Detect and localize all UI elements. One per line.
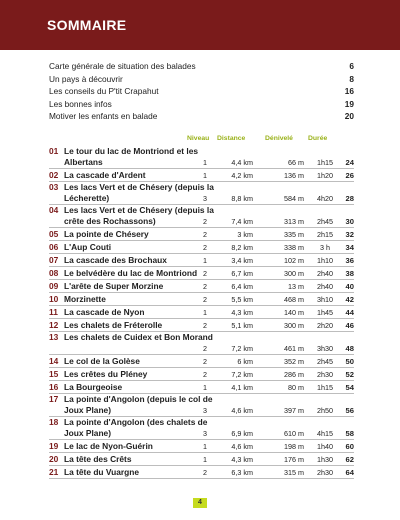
walk-number: 04: [49, 205, 59, 215]
walk-level: 2: [203, 243, 207, 252]
walk-duration: 2h50: [317, 406, 333, 415]
walk-elevation: 136 m: [284, 171, 304, 180]
table-row[interactable]: [49, 306, 354, 319]
walk-level: 2: [203, 321, 207, 330]
walk-elevation: 300 m: [284, 321, 304, 330]
walk-page: 56: [345, 406, 354, 415]
walk-page: 38: [345, 269, 354, 278]
walk-number: 18: [49, 417, 59, 427]
walk-number: 10: [49, 294, 59, 304]
table-row[interactable]: [49, 381, 354, 394]
table-row[interactable]: [49, 254, 354, 267]
walk-number: 06: [49, 242, 59, 252]
walk-name: Les chalets de Cuidex et Bon Morand: [64, 332, 213, 342]
walk-elevation: 397 m: [284, 406, 304, 415]
intro-item[interactable]: [49, 73, 354, 86]
walk-distance: 5,5 km: [231, 295, 253, 304]
walk-level: 2: [203, 344, 207, 353]
walk-page: 42: [345, 295, 354, 304]
walk-elevation: 352 m: [284, 357, 304, 366]
walk-page: 44: [345, 308, 354, 317]
walk-duration: 1h20: [317, 171, 333, 180]
table-row[interactable]: [49, 293, 354, 306]
header-band: [0, 0, 400, 50]
walk-page: 28: [345, 194, 354, 203]
walk-level: 1: [203, 455, 207, 464]
walk-elevation: 338 m: [284, 243, 304, 252]
intro-item-label: Motiver les enfants en balade: [49, 111, 158, 121]
walk-page: 46: [345, 321, 354, 330]
walk-duration: 1h15: [317, 383, 333, 392]
walk-number: 11: [49, 307, 58, 317]
walk-distance: 3 km: [237, 230, 253, 239]
walk-duration: 3h30: [317, 344, 333, 353]
walk-duration: 1h30: [317, 455, 333, 464]
walk-duration: 2h45: [317, 217, 333, 226]
walk-name: La tête du Vuargne: [64, 467, 140, 477]
table-row[interactable]: [49, 182, 354, 205]
walk-distance: 4,1 km: [231, 383, 253, 392]
walk-level: 2: [203, 295, 207, 304]
walk-elevation: 286 m: [284, 370, 304, 379]
walk-duration: 2h20: [317, 321, 333, 330]
walk-page: 32: [345, 230, 354, 239]
walk-duration: 3 h: [320, 243, 330, 252]
walk-elevation: 198 m: [284, 442, 304, 451]
walk-duration: 2h40: [317, 269, 333, 278]
walk-duration: 3h10: [317, 295, 333, 304]
table-row[interactable]: [49, 280, 354, 293]
walk-level: 2: [203, 468, 207, 477]
intro-item-page: 8: [349, 73, 354, 84]
walk-name: La pointe d'Angolon (des chalets de Joux Plane): [64, 417, 208, 438]
walk-name: Les chalets de Fréterolle: [64, 320, 163, 330]
walk-elevation: 315 m: [284, 468, 304, 477]
walk-page: 26: [345, 171, 354, 180]
table-row[interactable]: [49, 355, 354, 368]
walk-distance: 4,6 km: [231, 406, 253, 415]
walk-distance: 4,6 km: [231, 442, 253, 451]
walk-distance: 6,9 km: [231, 429, 253, 438]
walk-duration: 2h15: [317, 230, 333, 239]
table-row[interactable]: [49, 146, 354, 169]
walk-duration: 1h10: [317, 256, 333, 265]
walk-distance: 6,4 km: [231, 282, 253, 291]
table-row[interactable]: [49, 169, 354, 182]
walk-elevation: 468 m: [284, 295, 304, 304]
walk-number: 17: [49, 394, 59, 404]
walk-name: La pointe d'Angolon (depuis le col de Joux Plane): [64, 394, 213, 415]
walk-distance: 7,4 km: [231, 217, 253, 226]
walk-level: 3: [203, 194, 207, 203]
table-row[interactable]: [49, 228, 354, 241]
walk-page: 36: [345, 256, 354, 265]
walk-number: 03: [49, 182, 59, 192]
table-row[interactable]: [49, 466, 354, 479]
intro-item-label: Les conseils du P'tit Crapahut: [49, 86, 159, 96]
walk-name: Le belvédère du lac de Montriond: [64, 268, 198, 278]
walk-number: 07: [49, 255, 59, 265]
walk-distance: 3,4 km: [231, 256, 253, 265]
walk-level: 1: [203, 442, 207, 451]
walk-elevation: 335 m: [284, 230, 304, 239]
walk-name: Les lacs Vert et de Chésery (depuis la Lécherette): [64, 182, 214, 203]
column-distance: Distance: [217, 135, 246, 142]
walk-distance: 6,3 km: [231, 468, 253, 477]
walk-name: Les lacs Vert et de Chésery (depuis la crête des Rochassons): [64, 205, 214, 226]
walk-level: 3: [203, 406, 207, 415]
walk-page: 24: [345, 158, 354, 167]
walk-distance: 5,1 km: [231, 321, 253, 330]
intro-item-label: Un pays à découvrir: [49, 73, 123, 84]
walk-name: L'Aup Couti: [64, 242, 112, 252]
walk-number: 21: [49, 467, 59, 477]
walk-page: 50: [345, 357, 354, 366]
walk-name: Le lac de Nyon-Guérin: [64, 441, 153, 451]
column-denivele: Dénivelé: [265, 135, 293, 142]
walk-duration: 4h20: [317, 194, 333, 203]
walk-distance: 4,2 km: [231, 171, 253, 180]
intro-item[interactable]: [49, 98, 354, 111]
walk-number: 02: [49, 170, 59, 180]
walk-number: 16: [49, 382, 59, 392]
walk-elevation: 300 m: [284, 269, 304, 278]
walk-duration: 2h30: [317, 468, 333, 477]
intro-item-label: Carte générale de situation des balades: [49, 61, 196, 71]
table-row[interactable]: [49, 394, 354, 417]
column-duree: Durée: [308, 135, 328, 142]
table-row[interactable]: [49, 440, 354, 453]
intro-item-page: 20: [344, 111, 354, 121]
table-row[interactable]: [49, 241, 354, 254]
walk-name: La cascade de Nyon: [64, 307, 145, 317]
walk-distance: 8,2 km: [231, 243, 253, 252]
intro-item[interactable]: [49, 110, 354, 123]
table-row[interactable]: [49, 417, 354, 440]
walk-elevation: 461 m: [284, 344, 304, 353]
walk-page: 62: [345, 455, 354, 464]
walk-number: 14: [49, 356, 59, 366]
walk-level: 2: [203, 357, 207, 366]
walk-number: 09: [49, 281, 59, 291]
walk-name: La Bourgeoise: [64, 382, 123, 392]
intro-list: [49, 60, 354, 123]
table-header: [0, 135, 400, 145]
walk-distance: 4,3 km: [231, 308, 253, 317]
walk-name: Le col de la Golèse: [64, 356, 140, 366]
intro-item-page: 6: [349, 61, 354, 71]
walk-page: 34: [345, 243, 354, 252]
walk-number: 12: [49, 320, 59, 330]
walk-level: 2: [203, 217, 207, 226]
walk-level: 1: [203, 158, 207, 167]
walk-duration: 1h40: [317, 442, 333, 451]
walk-page: 52: [345, 370, 354, 379]
walk-number: 19: [49, 441, 59, 451]
table-row[interactable]: [49, 319, 354, 332]
walk-page: 48: [345, 344, 354, 353]
walk-name: Morzinette: [64, 294, 106, 304]
walk-duration: 2h40: [317, 282, 333, 291]
toc-table: [49, 146, 354, 479]
walk-elevation: 102 m: [284, 256, 304, 265]
table-row[interactable]: [49, 267, 354, 280]
table-row[interactable]: [49, 205, 354, 228]
walk-number: 05: [49, 229, 59, 239]
walk-distance: 7,2 km: [231, 344, 253, 353]
walk-elevation: 140 m: [284, 308, 304, 317]
intro-item[interactable]: [49, 60, 354, 73]
walk-page: 30: [345, 217, 354, 226]
walk-elevation: 13 m: [288, 282, 304, 291]
walk-number: 01: [49, 146, 59, 156]
column-niveau: Niveau: [187, 135, 210, 142]
walk-level: 2: [203, 370, 207, 379]
walk-page: 54: [345, 383, 354, 392]
page-number: 4: [193, 498, 207, 508]
walk-elevation: 610 m: [284, 429, 304, 438]
walk-number: 20: [49, 454, 59, 464]
walk-level: 2: [203, 230, 207, 239]
walk-level: 1: [203, 308, 207, 317]
walk-level: 2: [203, 282, 207, 291]
walk-name: La cascade d'Ardent: [64, 170, 146, 180]
walk-elevation: 176 m: [284, 455, 304, 464]
walk-distance: 8,8 km: [231, 194, 253, 203]
walk-duration: 1h45: [317, 308, 333, 317]
walk-page: 60: [345, 442, 354, 451]
walk-page: 64: [345, 468, 354, 477]
table-row[interactable]: [49, 453, 354, 466]
intro-item-label: Les bonnes infos: [49, 98, 112, 109]
walk-page: 40: [345, 282, 354, 291]
page-title: SOMMAIRE: [47, 17, 127, 33]
walk-duration: 1h15: [317, 158, 333, 167]
walk-level: 2: [203, 269, 207, 278]
walk-duration: 4h15: [317, 429, 333, 438]
walk-distance: 4,3 km: [231, 455, 253, 464]
walk-distance: 7,2 km: [231, 370, 253, 379]
intro-item[interactable]: [49, 85, 354, 98]
walk-elevation: 584 m: [284, 194, 304, 203]
walk-level: 1: [203, 171, 207, 180]
walk-number: 08: [49, 268, 59, 278]
walk-number: 15: [49, 369, 59, 379]
walk-distance: 4,4 km: [231, 158, 253, 167]
walk-duration: 2h30: [317, 370, 333, 379]
walk-name: La cascade des Brochaux: [64, 255, 167, 265]
table-row[interactable]: [49, 332, 354, 355]
walk-elevation: 313 m: [284, 217, 304, 226]
walk-name: Les crêtes du Pléney: [64, 369, 148, 379]
walk-name: L'arête de Super Morzine: [64, 281, 164, 291]
walk-name: Le tour du lac de Montriond et les Albertans: [64, 146, 199, 167]
walk-duration: 2h45: [317, 357, 333, 366]
walk-distance: 6 km: [237, 357, 253, 366]
walk-elevation: 66 m: [288, 158, 304, 167]
walk-level: 1: [203, 383, 207, 392]
walk-elevation: 80 m: [288, 383, 304, 392]
walk-number: 13: [49, 332, 59, 342]
walk-page: 58: [345, 429, 354, 438]
table-row[interactable]: [49, 368, 354, 381]
intro-item-page: 16: [344, 86, 354, 96]
walk-level: 3: [203, 429, 207, 438]
intro-item-page: 19: [344, 98, 354, 109]
walk-name: La tête des Crêts: [64, 454, 132, 464]
walk-distance: 6,7 km: [231, 269, 253, 278]
walk-name: La pointe de Chésery: [64, 229, 149, 239]
walk-level: 1: [203, 256, 207, 265]
